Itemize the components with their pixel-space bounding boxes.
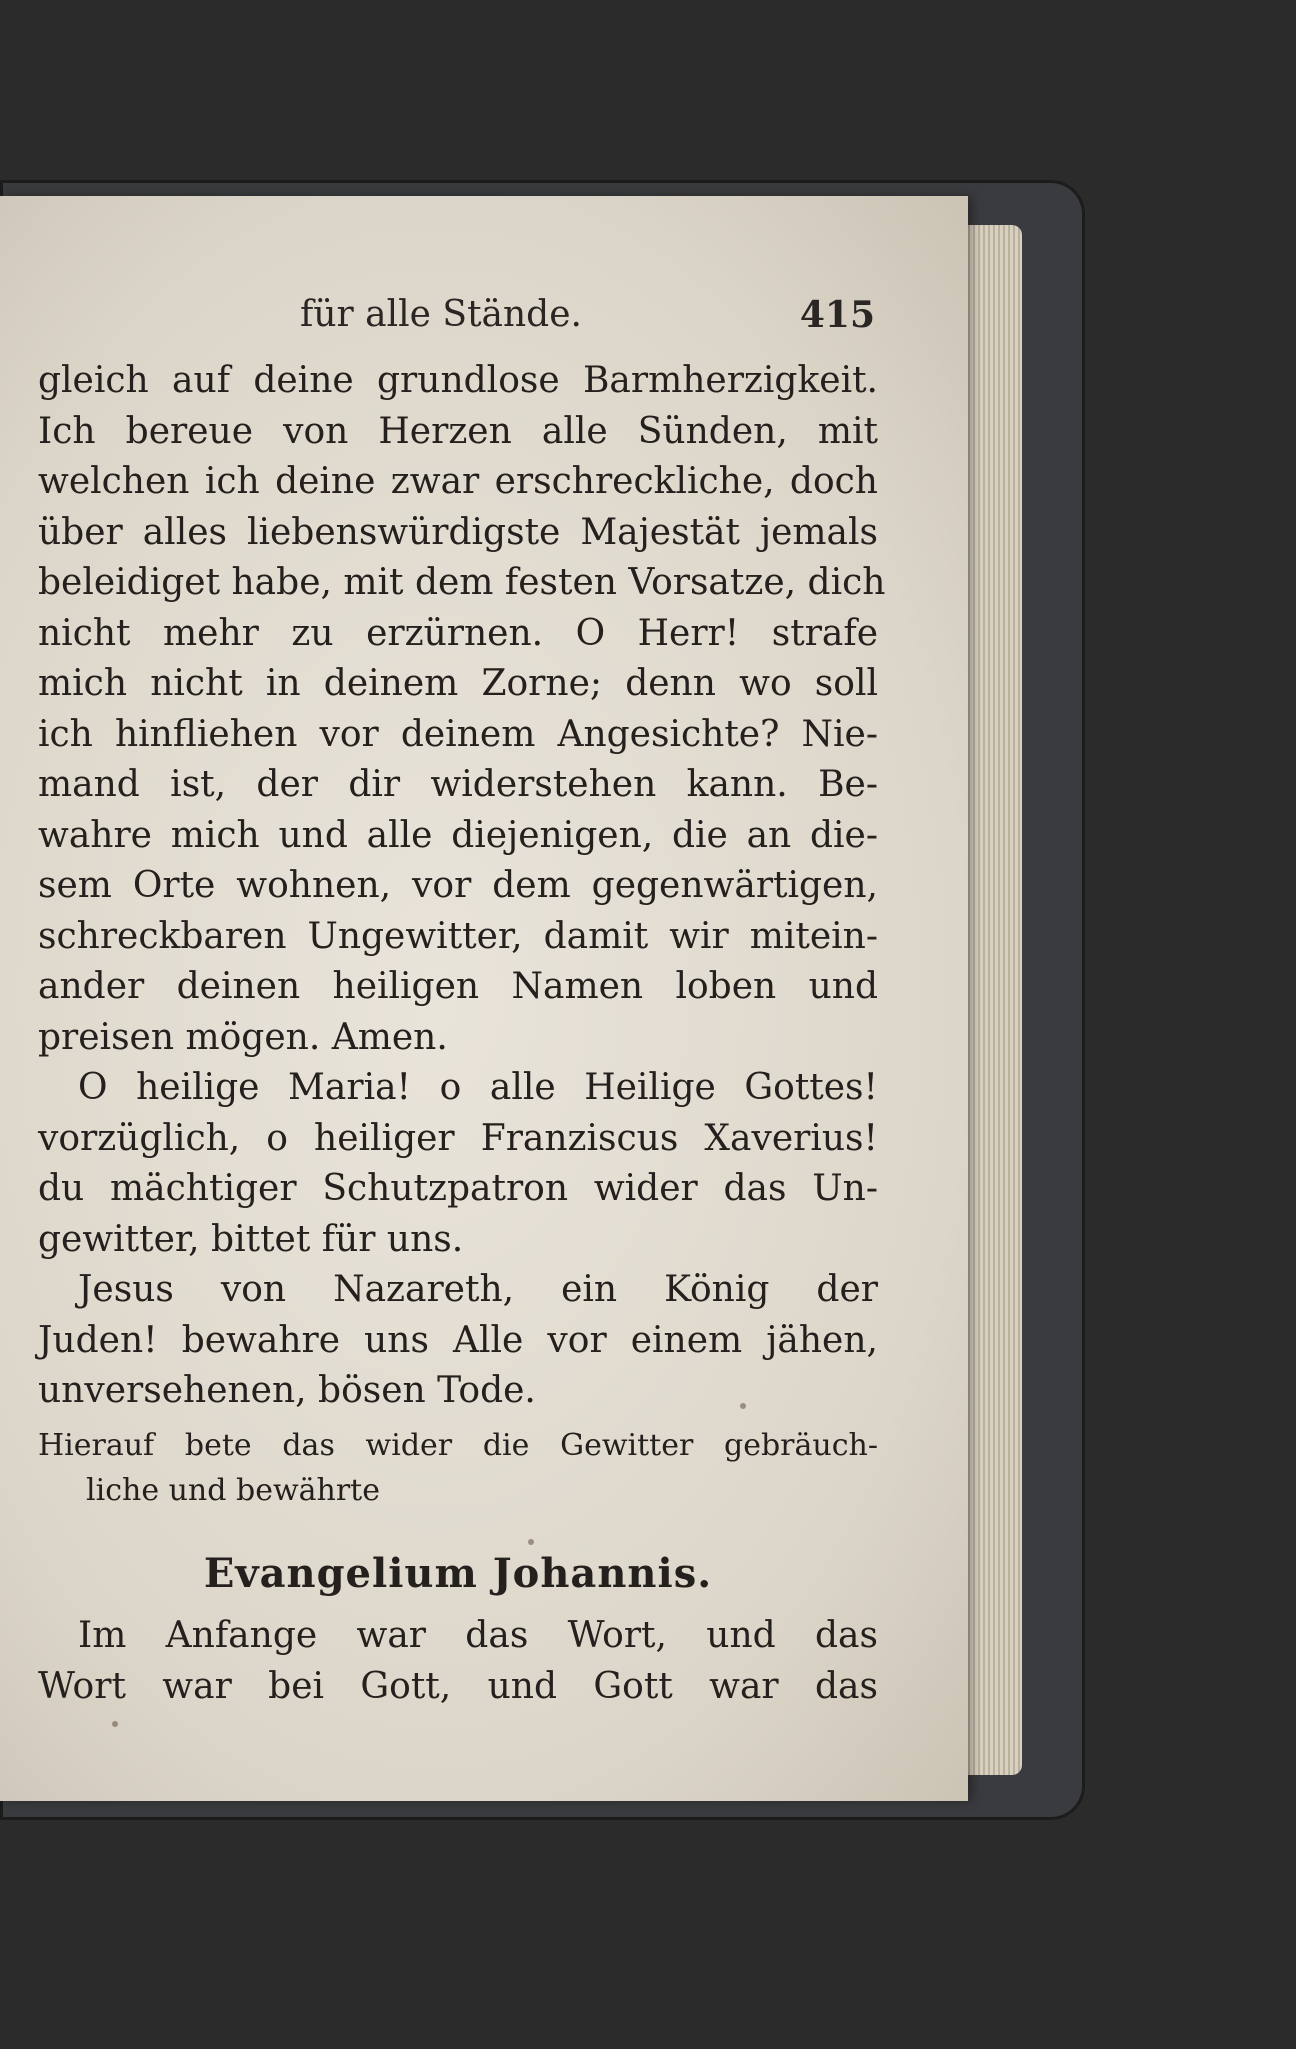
section-heading: Evangelium Johannis. [203, 1549, 713, 1597]
page-header [300, 294, 875, 344]
text-line: schreckbaren Ungewitter, damit wir mitein- [38, 915, 878, 957]
text-line: nicht mehr zu erzürnen. O Herr! strafe [38, 612, 878, 654]
text-line: Ich bereue von Herzen alle Sünden, mit [38, 410, 878, 452]
text-line: Juden! bewahre uns Alle vor einem jähen, [38, 1319, 878, 1361]
paper-speck [112, 1721, 118, 1727]
text-line: gleich auf deine grundlose Barmherzigkeit. [38, 360, 878, 401]
text-line: mand ist, der dir widerstehen kann. Be- [38, 764, 878, 805]
text-line: welchen ich deine zwar erschreckliche, doch [38, 461, 878, 502]
paragraph-jesus [38, 1265, 878, 1417]
paper-speck [528, 1539, 534, 1545]
paragraph-prayer [38, 356, 886, 1063]
text-line: Hierauf bete das wider die Gewitter gebräuch- [38, 1427, 878, 1463]
paper-speck [740, 1403, 746, 1409]
text-line: mich nicht in deinem Zorne; denn wo soll [38, 663, 878, 704]
text-line: preisen mögen. Amen. [38, 1016, 448, 1058]
text-line: gewitter, bittet für uns. [38, 1218, 464, 1260]
text-line: sem Orte wohnen, vor dem gegenwärtigen, [38, 865, 878, 906]
text-line: du mächtiger Schutzpatron wider das Un- [38, 1168, 878, 1209]
paragraph-invocation [38, 1063, 878, 1265]
text-line: über alles liebenswürdigste Majestät jemals [38, 511, 878, 553]
instruction-note [38, 1423, 878, 1513]
text-line: vorzüglich, o heiliger Franziscus Xaverius! [38, 1117, 878, 1159]
running-title: für alle Stände. [300, 294, 582, 335]
body-text [38, 356, 886, 1712]
text-line: ich hinfliehen vor deinem Angesichte? Nie- [38, 713, 878, 755]
text-line: Wort war bei Gott, und Gott war das [38, 1665, 878, 1707]
text-line: ander deinen heiligen Namen loben und [38, 966, 878, 1007]
paragraph-gospel [38, 1611, 878, 1712]
text-line: unversehenen, bösen Tode. [38, 1370, 536, 1411]
text-line: wahre mich und alle diejenigen, die an die- [38, 814, 878, 856]
text-line: beleidiget habe, mit dem festen Vorsatze, dich [38, 562, 886, 603]
page-number: 415 [799, 294, 875, 336]
text-line: O heilige Maria! o alle Heilige Gottes! [78, 1067, 878, 1108]
text-line: Im Anfange war das Wort, und das [78, 1615, 878, 1656]
text-line: Jesus von Nazareth, ein König der [78, 1269, 878, 1310]
book-page [0, 196, 968, 1801]
text-line: liche und bewährte [86, 1472, 380, 1508]
